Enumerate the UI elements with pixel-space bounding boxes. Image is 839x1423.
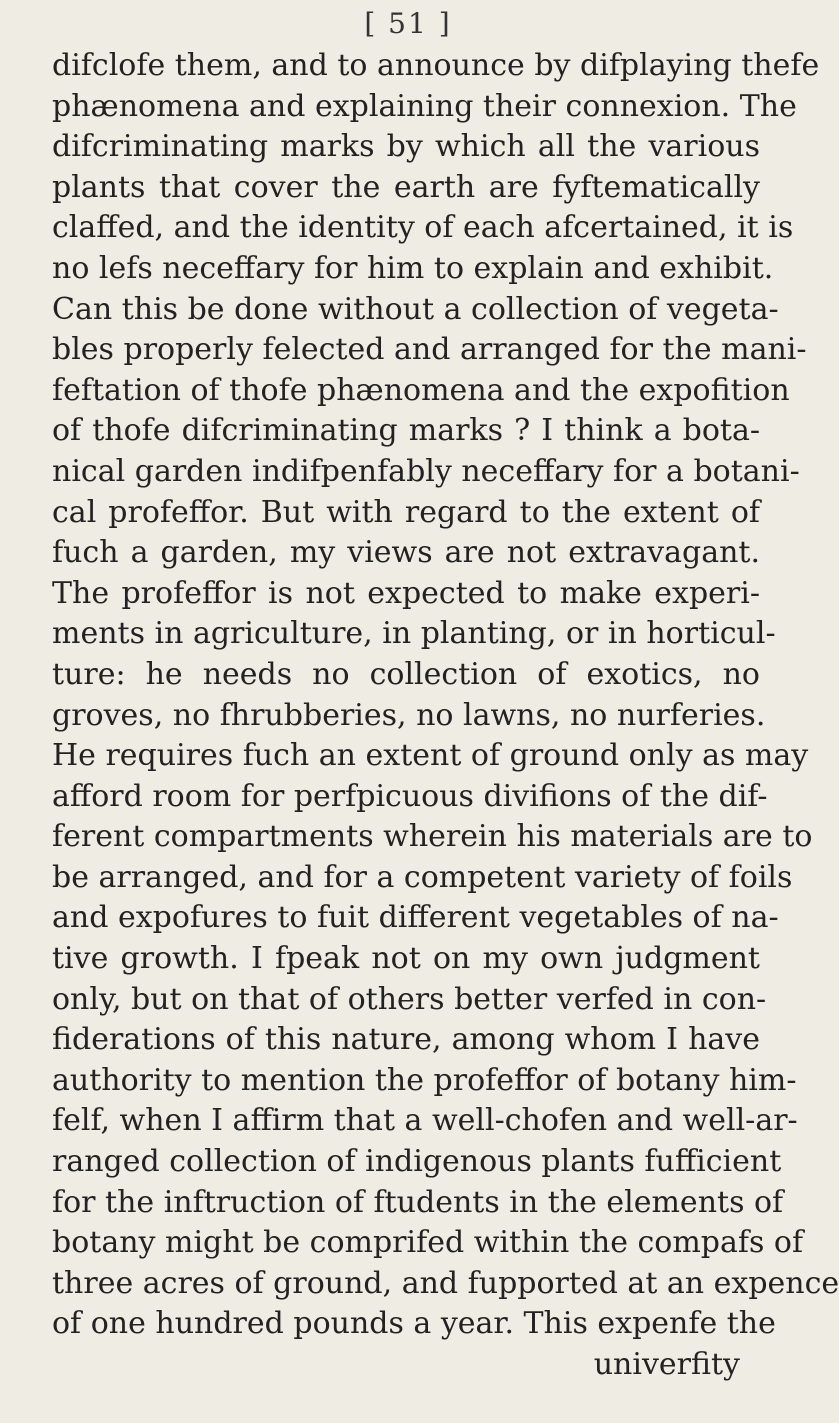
text-line: He requires fuch an extent of ground only as may: [52, 738, 809, 774]
text-line: afford room for perfpicuous divifions of the dif-: [52, 778, 768, 814]
text-line: botany might be comprifed within the compafs of: [52, 1225, 804, 1261]
text-line: and expofures to fuit different vegetables of na-: [52, 900, 779, 936]
text-line: of thofe difcriminating marks ? I think a bota-: [52, 413, 760, 449]
text-line: ranged collection of indigenous plants fufficient: [52, 1144, 782, 1180]
text-line: fuch a garden, my views are not extravagant.: [52, 535, 760, 571]
text-line: only, but on that of others better verfed in con-: [52, 981, 767, 1017]
text-line: ferent compartments wherein his materials are to: [52, 819, 813, 855]
text-line: groves, no fhrubberies, no lawns, no nurferies.: [52, 697, 766, 733]
page-number: [ 51 ]: [364, 6, 452, 40]
text-line: Can this be done without a collection of vegeta-: [52, 291, 779, 327]
catchword: univerfity: [593, 1347, 740, 1382]
text-line: claffed, and the identity of each afcertained, it is: [52, 210, 794, 246]
text-line: for the inftruction of ftudents in the elements of: [52, 1184, 784, 1220]
text-line: bles properly felected and arranged for the mani-: [52, 332, 807, 368]
text-line: plants that cover the earth are fyftematically: [52, 169, 760, 205]
text-line: felf, when I affirm that a well-chofen and well-ar-: [52, 1103, 798, 1139]
text-line: difcriminating marks by which all the various: [52, 129, 760, 165]
text-line: tive growth. I fpeak not on my own judgment: [52, 941, 760, 977]
text-line: difclofe them, and to announce by difplaying thefe: [52, 48, 820, 83]
text-line: ments in agriculture, in planting, or in horticul-: [52, 616, 776, 652]
text-line: phænomena and explaining their connexion. The: [52, 88, 797, 124]
text-line: feftation of thofe phænomena and the expofition: [52, 372, 790, 408]
text-line: ture: he needs no collection of exotics, no: [52, 656, 760, 692]
text-line: be arranged, and for a competent variety of foils: [52, 859, 793, 895]
text-line: cal profeffor. But with regard to the extent of: [52, 494, 760, 530]
text-line: fiderations of this nature, among whom I have: [52, 1022, 760, 1058]
text-line: of one hundred pounds a year. This expenfe the: [52, 1306, 776, 1342]
text-line: no lefs neceffary for him to explain and exhibit.: [52, 250, 774, 286]
text-line: nical garden indifpenfably neceffary for a botani-: [52, 453, 800, 489]
text-line: The profeffor is not expected to make experi-: [52, 575, 760, 611]
body-text: [52, 46, 839, 1386]
text-line: authority to mention the profeffor of botany him-: [52, 1062, 797, 1098]
text-line: three acres of ground, and fupported at an expence: [52, 1265, 839, 1301]
page-header: [52, 0, 760, 46]
